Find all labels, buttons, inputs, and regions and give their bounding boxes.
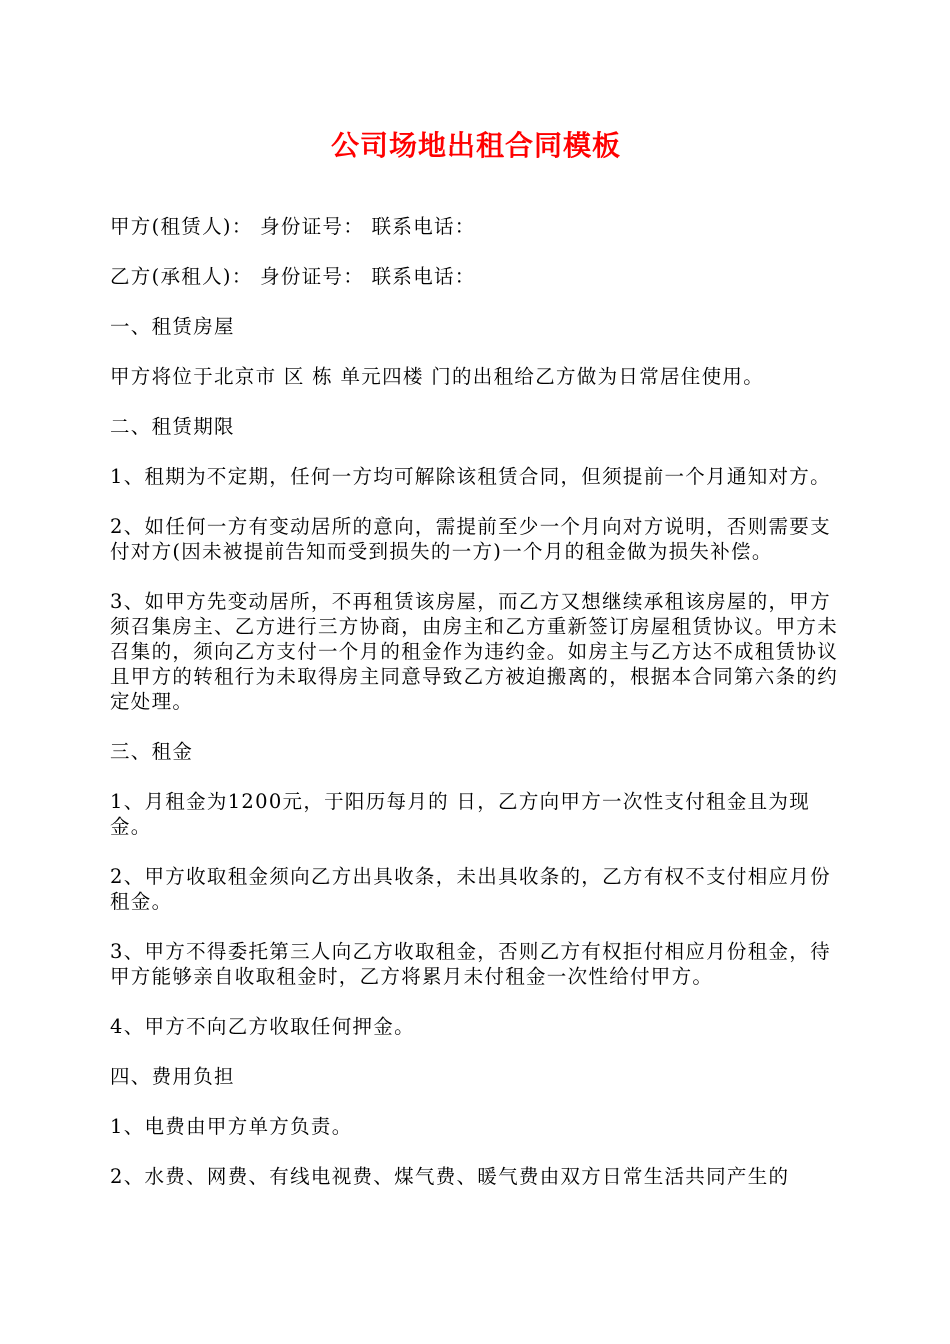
document-title: 公司场地出租合同模板: [330, 129, 621, 162]
section-heading: 二、租赁期限: [110, 415, 235, 438]
clause: 1、月租金为1200元，于阳历每月的 日，乙方向甲方一次性支付租金且为现金。: [110, 790, 811, 838]
clause: 1、电费由甲方单方负责。: [110, 1115, 353, 1138]
clause: 3、如甲方先变动居所，不再租赁该房屋，而乙方又想继续承租该房屋的，甲方须召集房主、乙方进行三方协商，由房主和乙方重新签订房屋租赁协议。甲方未召集的，须向乙方支付一个月的租金作为违约金。如房主与乙方达不成租赁协议且甲方的转租行为未取得房主同意导致乙方被迫搬离的，根据本合同第六条的约定处理。: [110, 590, 839, 713]
clause: 1、租期为不定期，任何一方均可解除该租赁合同，但须提前一个月通知对方。: [110, 465, 831, 488]
party-b-line: 乙方(承租人)： 身份证号： 联系电话：: [110, 265, 476, 288]
paragraph: 甲方将位于北京市 区 栋 单元四楼 门的出租给乙方做为日常居住使用。: [110, 365, 764, 388]
party-a-line: 甲方(租赁人)： 身份证号： 联系电话：: [110, 215, 476, 238]
document-body: [110, 214, 842, 1189]
section-heading: 四、费用负担: [110, 1065, 235, 1088]
clause: 2、水费、网费、有线电视费、煤气费、暖气费由双方日常生活共同产生的: [110, 1165, 790, 1188]
clause: 3、甲方不得委托第三人向乙方收取租金，否则乙方有权拒付相应月份租金，待甲方能够亲自收取租金时，乙方将累月未付租金一次性给付甲方。: [110, 940, 831, 988]
section-heading: 三、租金: [110, 740, 194, 763]
clause: 2、如任何一方有变动居所的意向，需提前至少一个月向对方说明，否则需要支付对方(因未被提前告知而受到损失的一方)一个月的租金做为损失补偿。: [110, 515, 831, 563]
section-heading: 一、租赁房屋: [110, 315, 235, 338]
clause: 2、甲方收取租金须向乙方出具收条，未出具收条的，乙方有权不支付相应月份租金。: [110, 865, 831, 913]
clause: 4、甲方不向乙方收取任何押金。: [110, 1015, 415, 1038]
